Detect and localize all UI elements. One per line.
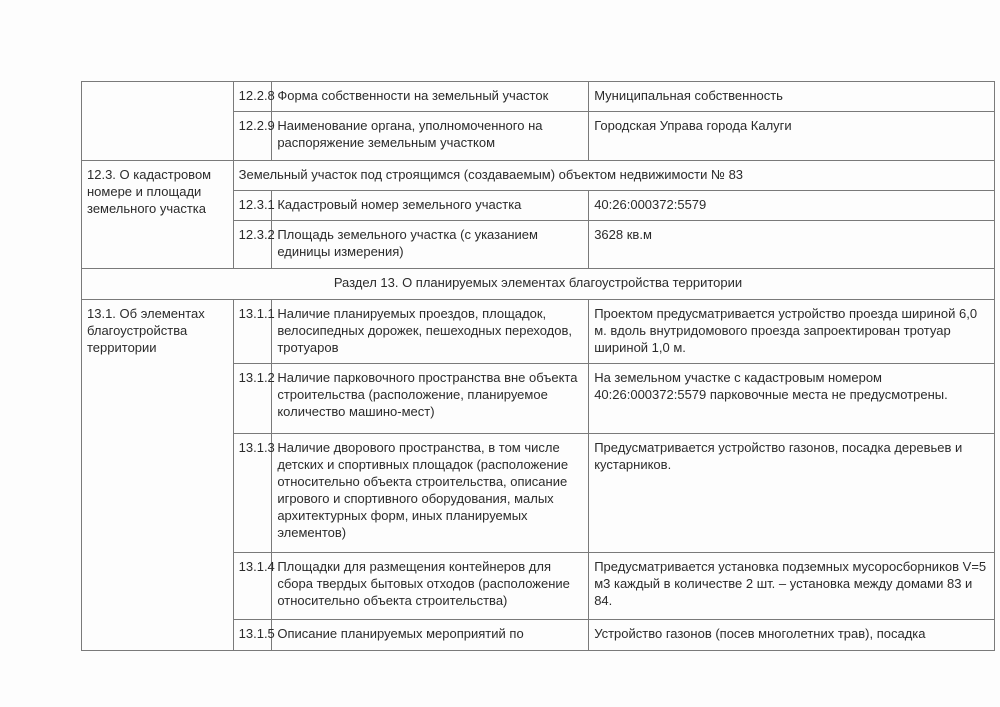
group-title-13-1: 13.1. Об элементах благоустройства территории — [82, 300, 234, 651]
row-code: 13.1.3 — [233, 434, 272, 553]
row-value: 40:26:000372:5579 — [589, 191, 995, 221]
row-code: 12.3.1 — [233, 191, 272, 221]
group-title-12-3: 12.3. О кадастровом номере и площади земельного участка — [82, 161, 234, 269]
subheader-cell: Земельный участок под строящимся (создаваемым) объектом недвижимости № 83 — [233, 161, 994, 191]
row-code: 13.1.5 — [233, 620, 272, 651]
table-row — [82, 161, 995, 191]
row-code: 12.3.2 — [233, 221, 272, 269]
row-label: Наименование органа, уполномоченного на распоряжение земельным участком — [272, 112, 589, 161]
declaration-table — [81, 81, 995, 651]
row-value: Городская Управа города Калуги — [589, 112, 995, 161]
row-value: Муниципальная собственность — [589, 82, 995, 112]
row-value: Устройство газонов (посев многолетних трав), посадка — [589, 620, 995, 651]
row-value: Предусматривается устройство газонов, посадка деревьев и кустарников. — [589, 434, 995, 553]
row-label: Площадки для размещения контейнеров для сбора твердых бытовых отходов (расположение относительно объекта строительства) — [272, 553, 589, 620]
row-value: Проектом предусматривается устройство проезда шириной 6,0 м. вдоль внутридомового проезда запроектирован тротуар шириной 1,0 м. — [589, 300, 995, 364]
row-code: 13.1.4 — [233, 553, 272, 620]
empty-group-cell — [82, 82, 234, 161]
row-code: 13.1.2 — [233, 364, 272, 434]
row-code: 13.1.1 — [233, 300, 272, 364]
row-label: Площадь земельного участка (с указанием единицы измерения) — [272, 221, 589, 269]
section-header: Раздел 13. О планируемых элементах благоустройства территории — [82, 269, 995, 300]
row-code: 12.2.9 — [233, 112, 272, 161]
row-label: Наличие планируемых проездов, площадок, велосипедных дорожек, пешеходных переходов, тротуаров — [272, 300, 589, 364]
row-value: На земельном участке с кадастровым номером 40:26:000372:5579 парковочные места не предусмотрены. — [589, 364, 995, 434]
row-label: Наличие парковочного пространства вне объекта строительства (расположение, планируемое количество машино-мест) — [272, 364, 589, 434]
row-code: 12.2.8 — [233, 82, 272, 112]
row-value: Предусматривается установка подземных мусоросборников V=5 м3 каждый в количестве 2 шт. – установка между домами 83 и 84. — [589, 553, 995, 620]
table-row — [82, 82, 995, 112]
row-label: Форма собственности на земельный участок — [272, 82, 589, 112]
row-label: Описание планируемых мероприятий по — [272, 620, 589, 651]
table-row — [82, 300, 995, 364]
table-row — [82, 269, 995, 300]
row-label: Наличие дворового пространства, в том числе детских и спортивных площадок (расположение относительно объекта строительства, описание игрового и спортивного оборудования, малых архитектурных форм, иных планируемых элементов) — [272, 434, 589, 553]
row-value: 3628 кв.м — [589, 221, 995, 269]
row-label: Кадастровый номер земельного участка — [272, 191, 589, 221]
